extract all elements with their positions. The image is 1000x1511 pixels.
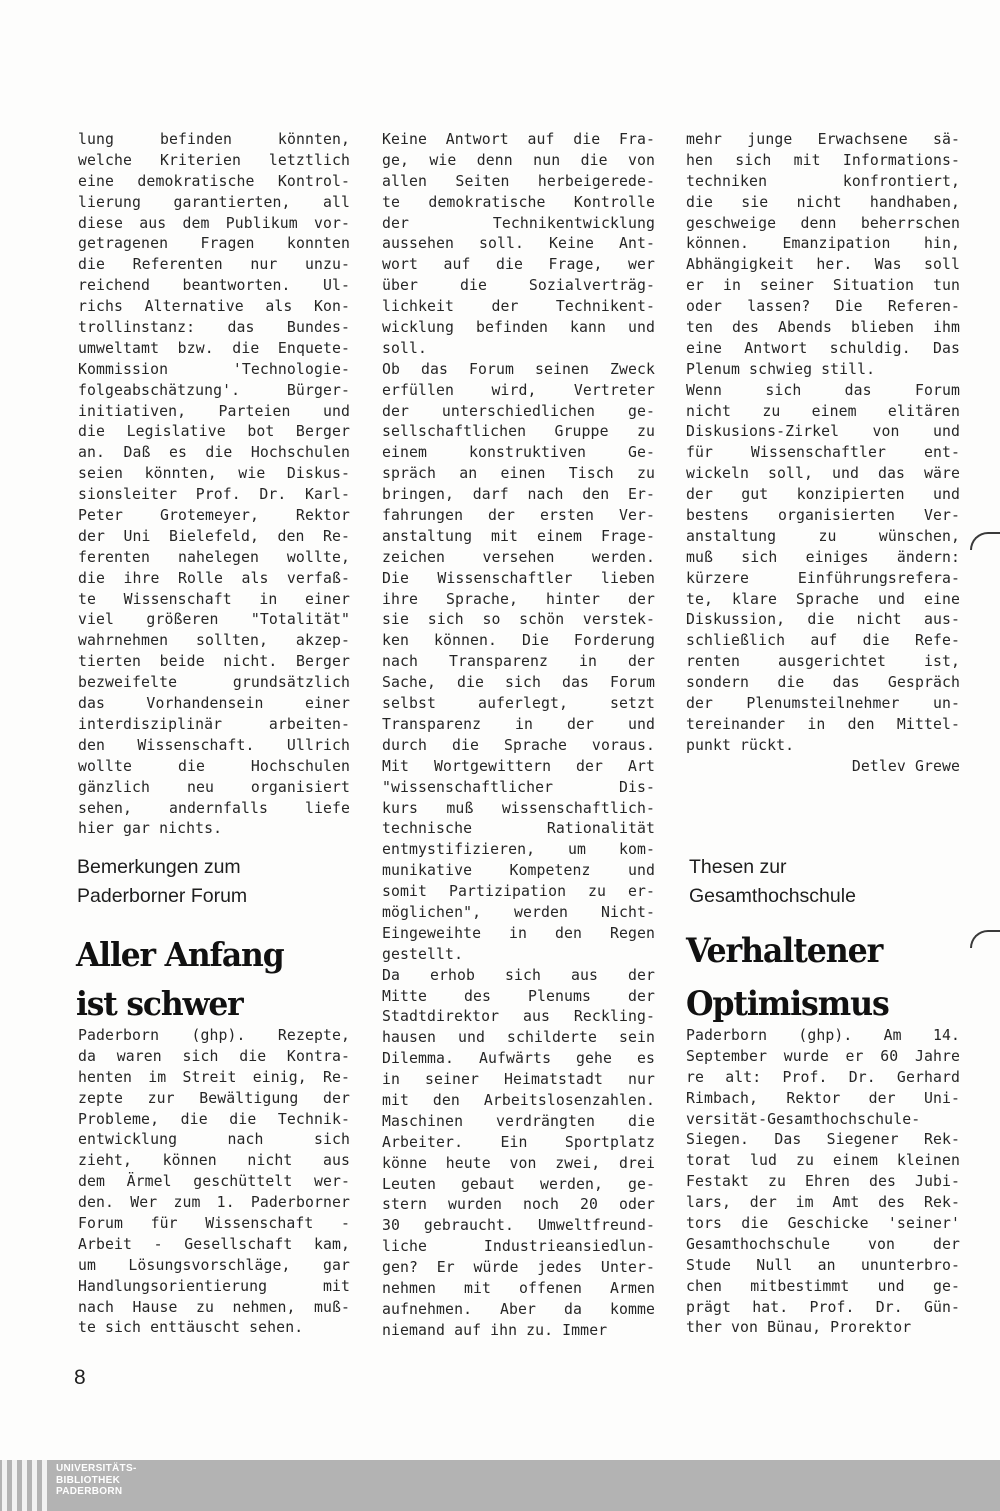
- text-line: in seiner Heimatstadt nur: [382, 1071, 655, 1089]
- text-line: Da erhob sich aus der: [382, 966, 655, 984]
- text-line: nicht zu einem elitären: [686, 402, 960, 420]
- text-line: er in seiner Situation tun: [686, 277, 960, 295]
- article2-headline: [686, 925, 889, 1031]
- text-line: ferenten nahelegen wollte,: [78, 548, 350, 566]
- text-line: geschweige denn beherrschen: [686, 214, 960, 232]
- text-line: Eingeweihte in den Regen: [382, 924, 655, 942]
- text-line: anstaltung mit einem Frage-: [382, 527, 655, 545]
- text-line: stern wurden noch 20 oder: [382, 1196, 655, 1214]
- text-line: nach Hause zu nehmen, muß-: [78, 1298, 350, 1316]
- text-line: lichkeit der Technikent-: [382, 298, 655, 316]
- text-line: richs Alternative als Kon-: [78, 298, 350, 316]
- text-line: Diskusions-Zirkel von und: [686, 423, 960, 441]
- text-line: Stadtdirektor aus Reckling-: [382, 1008, 655, 1026]
- text-line: Plenum schwieg still.: [686, 360, 876, 378]
- text-line: sellschaftlichen Gruppe zu: [382, 423, 655, 441]
- text-line: eine Antwort schuldig. Das: [686, 339, 960, 357]
- text-line: Arbeit - Gesellschaft kam,: [78, 1235, 350, 1253]
- text-line: entwicklung nach sich: [78, 1131, 350, 1149]
- text-line: nehmen mit offenen Armen: [382, 1279, 655, 1297]
- text-line: um Lösungsvorschläge, gar: [78, 1256, 350, 1274]
- text-line: Peter Grotemeyer, Rektor: [78, 507, 350, 525]
- text-line: zieht, können nicht aus: [78, 1152, 350, 1170]
- text-line: liche Industrieansiedlun-: [382, 1238, 655, 1256]
- text-line: lierung garantierten, all: [78, 193, 350, 211]
- text-line: gänzlich neu organisiert: [78, 778, 350, 796]
- text-line: einem konstruktiven Ge-: [382, 444, 655, 462]
- article1-kicker-line1: Bemerkungen zum: [77, 856, 241, 878]
- text-line: Forum für Wissenschaft -: [78, 1215, 350, 1233]
- text-line: re alt: Prof. Dr. Gerhard: [686, 1068, 960, 1086]
- text-line: seien könnten, wie Diskus-: [78, 465, 350, 483]
- text-line: entmystifizieren, um kom-: [382, 841, 655, 859]
- text-line: lung befinden könnten,: [78, 131, 350, 148]
- text-line: allen Seiten herbeigerede-: [382, 172, 655, 190]
- text-line: Festakt zu Ehren des Jubi-: [686, 1173, 960, 1191]
- text-line: fahrungen der ersten Ver-: [382, 507, 655, 525]
- text-line: ken können. Die Forderung: [382, 632, 655, 650]
- article2-headline-line1: Verhaltener: [686, 931, 883, 971]
- text-line: tereinander in den Mittel-: [686, 715, 960, 733]
- text-line: somit Partizipation zu er-: [382, 883, 655, 901]
- author-byline: [686, 757, 960, 778]
- text-line: Keine Antwort auf die Fra-: [382, 131, 655, 148]
- article1-kicker-line2: Paderborner Forum: [77, 885, 248, 907]
- text-line: lars, der im Amt des Rek-: [686, 1194, 960, 1212]
- text-line: erfüllen wird, Vertreter: [382, 381, 655, 399]
- text-line: Diskussion, die nicht aus-: [686, 611, 960, 629]
- text-line: wahrnehmen sollten, akzep-: [78, 632, 350, 650]
- text-line: gen? Er würde jedes Unter-: [382, 1259, 655, 1277]
- text-line: anstaltung zu wünschen,: [686, 527, 960, 545]
- text-line: henten im Streit einig, Re-: [78, 1068, 350, 1086]
- column-3-text: [686, 130, 960, 757]
- text-line: bringen, darf nach den Er-: [382, 486, 655, 504]
- text-line: dem Ärmel geschüttelt wer-: [78, 1173, 350, 1191]
- text-line: wort auf die Frage, wer: [382, 256, 655, 274]
- text-line: über die Sozialverträg-: [382, 277, 655, 295]
- text-line: den. Wer zum 1. Paderborner: [78, 1194, 350, 1212]
- text-line: Maschinen verdrängten die: [382, 1112, 655, 1130]
- text-line: oder lassen? Die Referen-: [686, 298, 960, 316]
- text-line: ge, wie denn nun die von: [382, 151, 655, 169]
- text-line: umweltamt bzw. die Enquete-: [78, 339, 350, 357]
- text-line: der unterschiedlichen ge-: [382, 402, 655, 420]
- text-line: reichend beantworten. Ul-: [78, 277, 350, 295]
- punch-hole-mark-bottom: [970, 930, 1000, 948]
- text-line: mehr junge Erwachsene sä-: [686, 131, 960, 148]
- text-line: könne heute von zwei, drei: [382, 1154, 655, 1172]
- text-line: chen mitbestimmt und ge-: [686, 1277, 960, 1295]
- text-line: torat lud zu einem kleinen: [686, 1152, 960, 1170]
- text-line: bestens organisierten Ver-: [686, 507, 960, 525]
- text-line: spräch an einen Tisch zu: [382, 465, 655, 483]
- text-line: te sich enttäuscht sehen.: [78, 1319, 304, 1337]
- text-line: wickeln soll, und das wäre: [686, 465, 960, 483]
- text-line: Paderborn (ghp). Rezepte,: [78, 1027, 350, 1044]
- page-number: 8: [74, 1366, 86, 1389]
- author-name: Detlev Grewe: [851, 758, 960, 775]
- text-line: viel größeren "Totalität": [78, 611, 350, 629]
- text-line: diese aus dem Publikum vor-: [78, 214, 350, 232]
- text-line: tors die Geschicke 'seiner': [686, 1215, 960, 1233]
- text-line: bezweifelte grundsätzlich: [78, 674, 350, 692]
- text-line: aufnehmen. Aber da komme: [382, 1300, 655, 1318]
- article2-kicker: [689, 853, 856, 911]
- text-line: Siegen. Das Siegener Rek-: [686, 1131, 960, 1149]
- text-line: die sie nicht handhaben,: [686, 193, 960, 211]
- article2-headline-line2: Optimismus: [686, 984, 889, 1024]
- text-line: selbst auferlegt, setzt: [382, 695, 655, 713]
- text-line: die ihre Rolle als verfaß-: [78, 569, 350, 587]
- text-line: technische Rationalität: [382, 820, 655, 838]
- text-line: Abhängigkeit her. Was soll: [686, 256, 960, 274]
- text-line: gestellt.: [382, 945, 464, 963]
- article2-kicker-line2: Gesamthochschule: [689, 885, 856, 907]
- text-line: Arbeiter. Ein Sportplatz: [382, 1133, 655, 1151]
- text-line: punkt rückt.: [686, 736, 795, 754]
- text-line: mit den Arbeitslosenzahlen.: [382, 1091, 655, 1109]
- text-line: für Wissenschaftler ent-: [686, 444, 960, 462]
- text-line: kurs muß wissenschaftlich-: [382, 799, 655, 817]
- text-line: können. Emanzipation hin,: [686, 235, 960, 253]
- text-line: Die Wissenschaftler lieben: [382, 569, 655, 587]
- text-line: die Referenten nur unzu-: [78, 256, 350, 274]
- text-line: der gut konzipierten und: [686, 486, 960, 504]
- text-line: kürzere Einführungsrefera-: [686, 569, 960, 587]
- article1-headline-line2: ist schwer: [76, 984, 243, 1023]
- text-line: Leuten gebaut werden, ge-: [382, 1175, 655, 1193]
- text-line: Stude Null an ununterbro-: [686, 1256, 960, 1274]
- text-line: da waren sich die Kontra-: [78, 1047, 350, 1065]
- text-line: "wissenschaftlicher Dis-: [382, 778, 655, 796]
- text-line: Gesamthochschule von der: [686, 1235, 960, 1253]
- text-line: munikative Kompetenz und: [382, 862, 655, 880]
- text-line: an. Daß es die Hochschulen: [78, 444, 350, 462]
- text-line: wicklung befinden kann und: [382, 319, 655, 337]
- text-line: zeichen versehen werden.: [382, 548, 655, 566]
- text-line: renten ausgerichtet ist,: [686, 653, 960, 671]
- column-1-text: [78, 130, 350, 840]
- punch-hole-mark-top: [970, 532, 1000, 550]
- text-line: den Wissenschaft. Ullrich: [78, 736, 350, 754]
- text-line: hier gar nichts.: [78, 820, 223, 838]
- article2-kicker-line1: Thesen zur: [689, 856, 787, 878]
- text-line: ihre Sprache, hinter der: [382, 590, 655, 608]
- text-line: niemand auf ihn zu. Immer: [382, 1321, 608, 1339]
- text-line: versität-Gesamthochschule-: [686, 1110, 921, 1128]
- text-line: durch die Sprache voraus.: [382, 736, 655, 754]
- text-line: nach Transparenz in der: [382, 653, 655, 671]
- text-line: initiativen, Parteien und: [78, 402, 350, 420]
- library-footer-bar: [0, 1460, 1000, 1511]
- text-line: tierten beide nicht. Berger: [78, 653, 350, 671]
- text-line: der Uni Bielefeld, den Re-: [78, 527, 350, 545]
- article1-headline-line1: Aller Anfang: [76, 935, 284, 974]
- library-name-line3: PADERBORN: [56, 1486, 123, 1497]
- text-line: Transparenz in der und: [382, 715, 655, 733]
- text-line: sionsleiter Prof. Dr. Karl-: [78, 486, 350, 504]
- text-line: Mitte des Plenums der: [382, 987, 655, 1005]
- text-line: Ob das Forum seinen Zweck: [382, 360, 655, 378]
- text-line: Mit Wortgewittern der Art: [382, 757, 655, 775]
- text-line: getragenen Fragen konnten: [78, 235, 350, 253]
- article1-headline: [76, 930, 283, 1028]
- text-line: Paderborn (ghp). Am 14.: [686, 1027, 960, 1044]
- library-name-line2: BIBLIOTHEK: [56, 1474, 121, 1486]
- article1-kicker: [77, 853, 247, 911]
- text-line: die Legislative bot Berger: [78, 423, 350, 441]
- text-line: der Plenumsteilnehmer un-: [686, 695, 960, 713]
- text-line: sondern die das Gespräch: [686, 674, 960, 692]
- text-line: Probleme, die die Technik-: [78, 1110, 350, 1128]
- text-line: Dilemma. Aufwärts gehe es: [382, 1050, 655, 1068]
- text-line: te Wissenschaft in einer: [78, 590, 350, 608]
- column-2-text: [382, 130, 655, 1342]
- text-line: muß sich einiges ändern:: [686, 548, 960, 566]
- text-line: techniken konfrontiert,: [686, 172, 960, 190]
- text-line: trollinstanz: das Bundes-: [78, 319, 350, 337]
- text-line: ten des Abends blieben ihm: [686, 319, 960, 337]
- text-line: Kommission 'Technologie-: [78, 360, 350, 378]
- text-line: prägt hat. Prof. Dr. Gün-: [686, 1298, 960, 1316]
- text-line: 30 gebraucht. Umweltfreund-: [382, 1217, 655, 1235]
- library-logo-icon: [0, 1460, 47, 1511]
- text-line: hen sich mit Informations-: [686, 151, 960, 169]
- text-line: schließlich auf die Refe-: [686, 632, 960, 650]
- text-line: sie sich so schön verstek-: [382, 611, 655, 629]
- text-line: sehen, andernfalls liefe: [78, 799, 350, 817]
- text-line: eine demokratische Kontrol-: [78, 172, 350, 190]
- text-line: welche Kriterien letztlich: [78, 151, 350, 169]
- text-line: te, klare Sprache und eine: [686, 590, 960, 608]
- library-logo-text: [56, 1463, 137, 1498]
- text-line: interdisziplinär arbeiten-: [78, 715, 350, 733]
- text-line: wollte die Hochschulen: [78, 757, 350, 775]
- text-line: Sache, die sich das Forum: [382, 674, 655, 692]
- text-line: das Vorhandensein einer: [78, 695, 350, 713]
- text-line: Handlungsorientierung mit: [78, 1277, 350, 1295]
- text-line: zepte zur Bewältigung der: [78, 1089, 350, 1107]
- library-name-line1: UNIVERSITÄTS-: [56, 1463, 137, 1474]
- text-line: Wenn sich das Forum: [686, 381, 960, 399]
- article2-body: [686, 1026, 960, 1339]
- text-line: soll.: [382, 339, 428, 357]
- text-line: Rimbach, Rektor der Uni-: [686, 1089, 960, 1107]
- text-line: September wurde er 60 Jahre: [686, 1047, 960, 1065]
- text-line: folgeabschätzung'. Bürger-: [78, 381, 350, 399]
- text-line: te demokratische Kontrolle: [382, 193, 655, 211]
- text-line: der Technikentwicklung: [382, 214, 655, 232]
- text-line: aussehen soll. Keine Ant-: [382, 235, 655, 253]
- text-line: möglichen", werden Nicht-: [382, 903, 655, 921]
- article1-body: [78, 1026, 350, 1339]
- text-line: ther von Bünau, Prorektor: [686, 1319, 912, 1337]
- text-line: hausen und schilderte sein: [382, 1029, 655, 1047]
